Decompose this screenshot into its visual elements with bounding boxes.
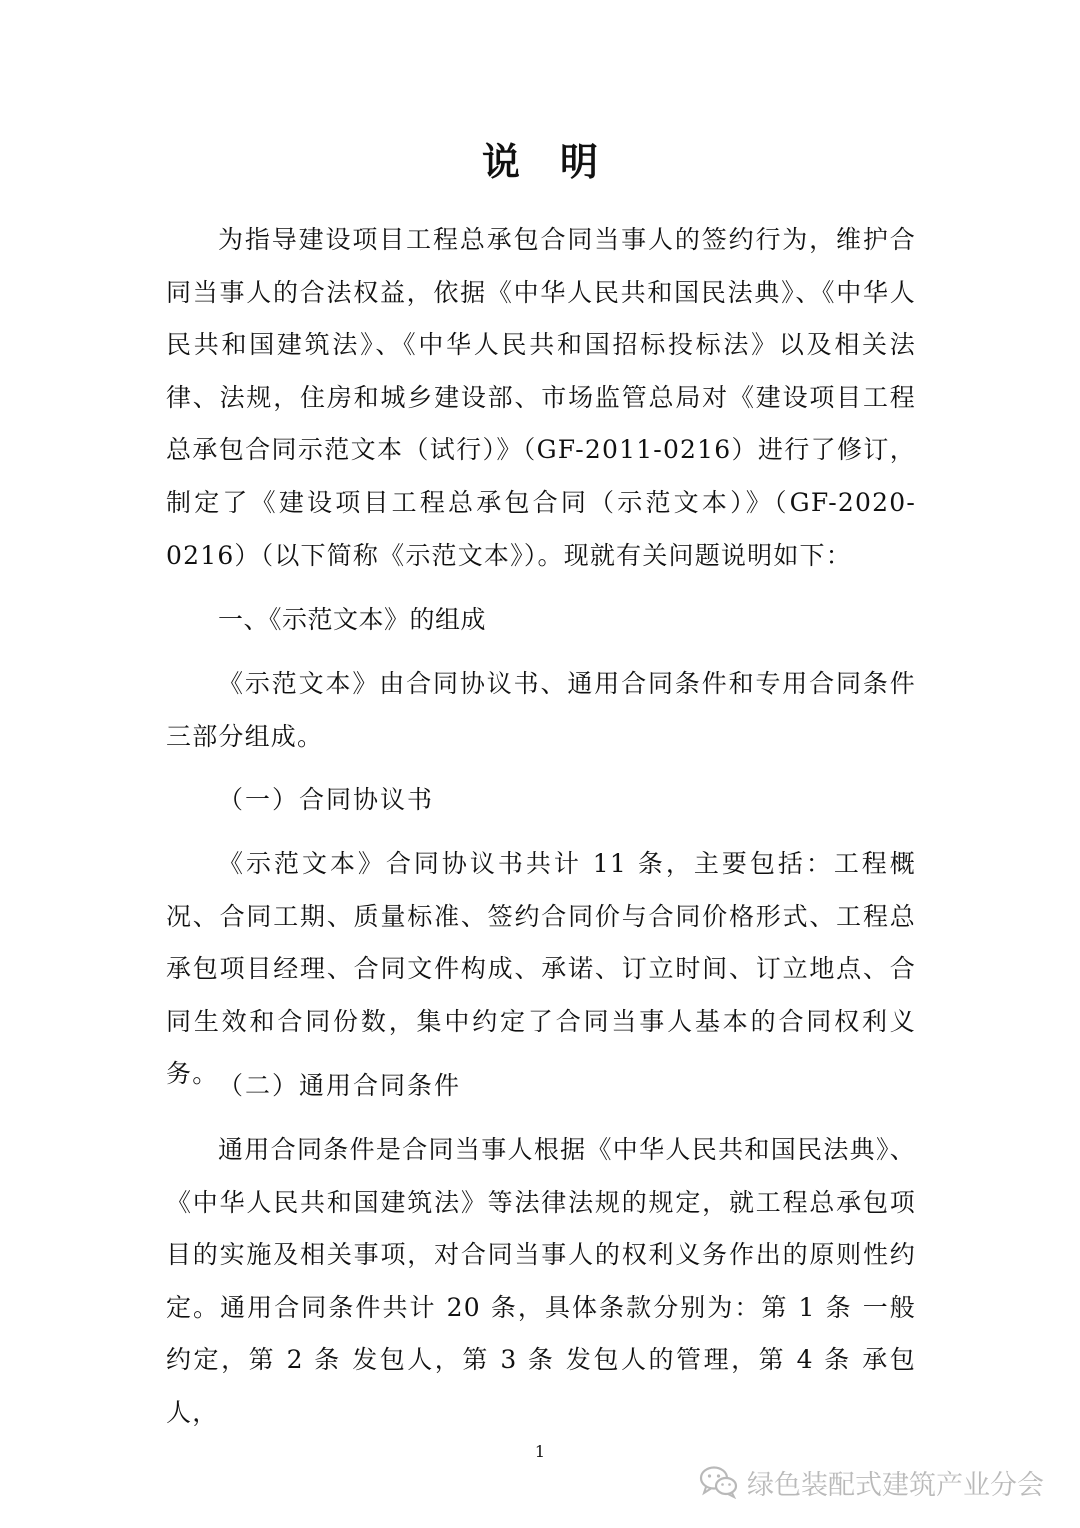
general-conditions-paragraph: 通用合同条件是合同当事人根据《中华人民共和国民法典》、《中华人民共和国建筑法》等法律法规的规定，就工程总承包项目的实施及相关事项，对合同当事人的权利义务作出的原则性约定。通用合同条件共计 20 条，具体条款分别为：第 1 条 一般约定，第 2 条 发包人，第 3 条 发包人的管理，第 4 条 承包人， — [166, 1135, 916, 1427]
intro-paragraph: 为指导建设项目工程总承包合同当事人的签约行为，维护合同当事人的合法权益，依据《中华人民共和国民法典》、《中华人民共和国建筑法》、《中华人民共和国招标投标法》以及相关法律、法规，住房和城乡建设部、市场监管总局对《建设项目工程总承包合同示范文本（试行）》（GF-2011-0216）进行了修订，制定了《建设项目工程总承包合同（示范文本）》（GF-2020-0216）（以下简称《示范文本》）。现就有关问题说明如下： — [166, 225, 916, 570]
watermark — [699, 1460, 1044, 1504]
subheading-agreement: （一）合同协议书 — [218, 785, 435, 814]
watermark-text: 绿色装配式建筑产业分会 — [747, 1469, 1044, 1501]
wechat-icon — [699, 1465, 739, 1499]
section-heading-composition: 一、《示范文本》的组成 — [218, 605, 487, 634]
composition-paragraph: 《示范文本》由合同协议书、通用合同条件和专用合同条件三部分组成。 — [166, 669, 916, 751]
page-number: 1 — [534, 1442, 546, 1461]
agreement-paragraph: 《示范文本》合同协议书共计 11 条，主要包括：工程概况、合同工期、质量标准、签约合同价与合同价格形式、工程总承包项目经理、合同文件构成、承诺、订立时间、订立地点、合同生效和合同份数，集中约定了合同当事人基本的合同权利义务。 — [166, 849, 916, 1089]
subheading-general-conditions: （二）通用合同条件 — [218, 1071, 462, 1100]
document-title: 说明 — [481, 140, 638, 184]
